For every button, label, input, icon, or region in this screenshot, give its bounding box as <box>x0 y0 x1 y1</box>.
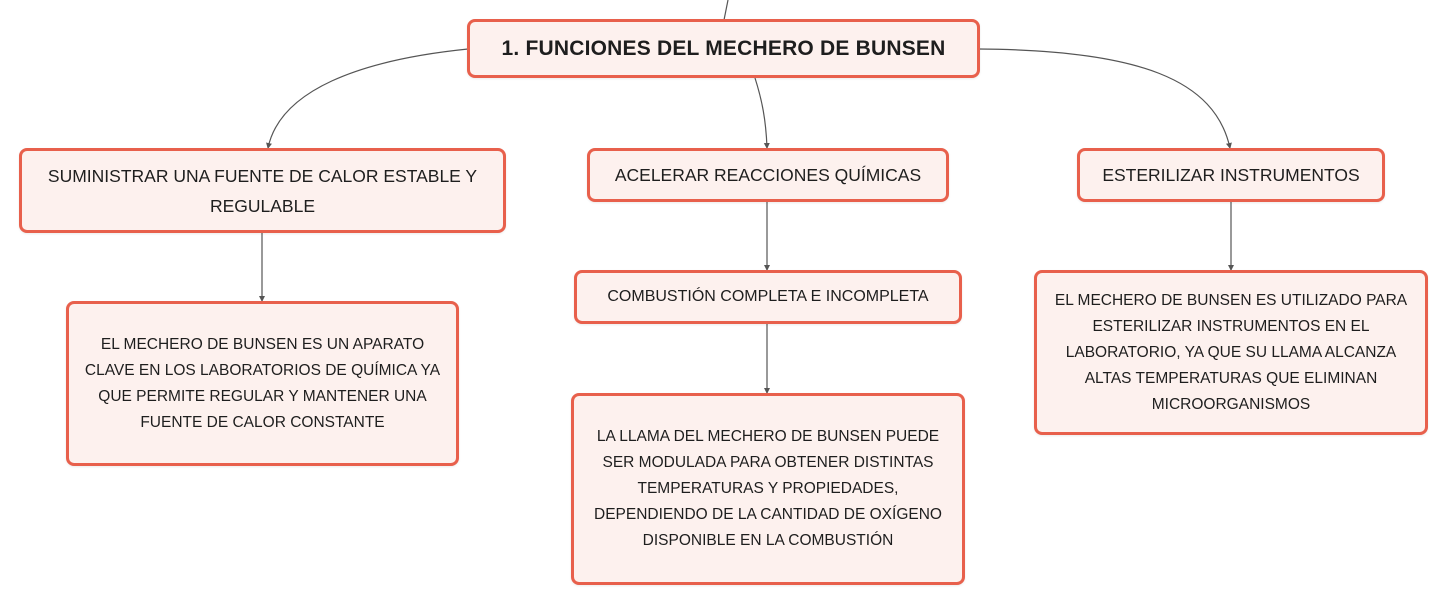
subtopic-combustion-label: COMBUSTIÓN COMPLETA E INCOMPLETA <box>607 288 929 305</box>
detail-combustion[interactable] <box>571 393 965 585</box>
root-topic-label: 1. FUNCIONES DEL MECHERO DE BUNSEN <box>501 36 946 60</box>
branch-accelerate-reactions[interactable] <box>587 148 949 202</box>
root-topic[interactable] <box>467 19 980 78</box>
parent-connector <box>724 0 728 20</box>
detail-heat-source-text: EL MECHERO DE BUNSEN ES UN APARATO CLAVE EN LOS LABORATORIOS DE QUÍMICA YA QUE PERMITE REGULAR Y MANTENER UNA FUENTE DE CALOR CONSTANTE <box>84 335 441 431</box>
branch-sterilize-label: ESTERILIZAR INSTRUMENTOS <box>1102 165 1360 185</box>
branch-accelerate-reactions-label: ACELERAR REACCIONES QUÍMICAS <box>614 165 922 185</box>
connector-root-branch-2 <box>755 78 767 148</box>
detail-combustion-text: LA LLAMA DEL MECHERO DE BUNSEN PUEDE SER MODULADA PARA OBTENER DISTINTAS TEMPERATURAS Y PROPIEDADES, DEPENDIENDO DE LA CANTIDAD DE OXÍGENO DISPONIBLE EN LA COMBUSTIÓN <box>594 428 942 549</box>
detail-sterilize[interactable] <box>1034 270 1428 435</box>
detail-sterilize-text: EL MECHERO DE BUNSEN ES UTILIZADO PARA ESTERILIZAR INSTRUMENTOS EN EL LABORATORIO, YA QUE SU LLAMA ALCANZA ALTAS TEMPERATURAS QUE ELIMINAN MICROORGANISMOS <box>1054 291 1408 413</box>
branch-heat-source[interactable] <box>19 148 506 233</box>
connector-root-branch-3 <box>978 49 1230 148</box>
detail-heat-source[interactable] <box>66 301 459 466</box>
branch-sterilize[interactable] <box>1077 148 1385 202</box>
connector-root-branch-1 <box>268 49 468 148</box>
subtopic-combustion[interactable] <box>574 270 962 324</box>
branch-heat-source-label: SUMINISTRAR UNA FUENTE DE CALOR ESTABLE Y REGULABLE <box>47 165 478 216</box>
